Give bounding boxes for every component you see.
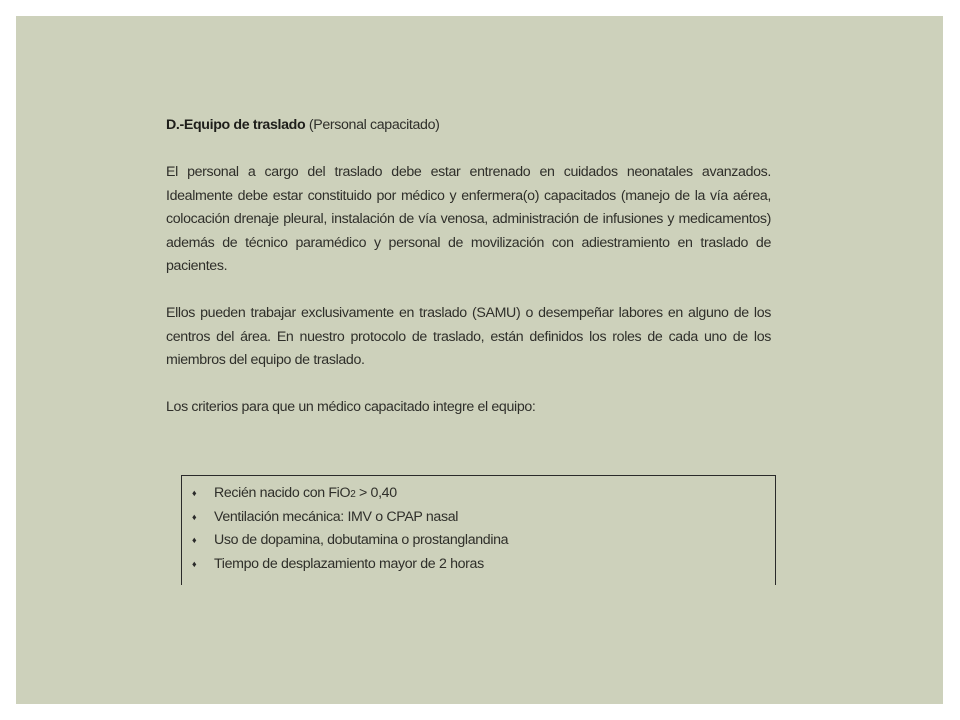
paragraph-personnel: El personal a cargo del traslado debe estar entrenado en cuidados neonatales avanzados. Idealmente debe estar constituido por médico y enfermera(o) capacitados (manejo de la vía aérea, colocación drenaje pleural, instalación de vía venosa, administración de infusiones y medicamentos) además de técnico paramédico y personal de movilización con adiestramiento en traslado de pacientes. [166,164,771,274]
criteria-item-text: Uso de dopamina, dobutamina o prostanglandina [214,532,509,548]
criteria-item-subscript: 2 [350,488,356,500]
criteria-item [192,482,775,506]
criteria-item [192,529,775,553]
diamond-bullet-icon: ♦ [192,511,197,522]
criteria-item-text: Tiempo de desplazamiento mayor de 2 horas [214,555,484,572]
criteria-item [192,506,775,530]
diamond-bullet-icon: ♦ [192,558,197,569]
diamond-bullet-icon: ♦ [192,535,197,545]
criteria-item-text-post: > 0,40 [355,484,397,501]
section-heading [166,114,771,138]
criteria-item-text-pre: Recién nacido con FiO [214,484,351,501]
criteria-item-text [214,482,397,507]
paragraph-work: Ellos pueden trabajar exclusivamente en traslado (SAMU) o desempeñar labores en alguno de los centros del área. En nuestro protocolo de traslado, están definidos los roles de cada uno de los miembros del equipo de traslado. [166,305,771,368]
criteria-item-text: Ventilación mecánica: IMV o CPAP nasal [214,508,459,525]
criteria-box [181,475,776,585]
criteria-intro: Los criterios para que un médico capacitado integre el equipo: [166,399,536,415]
criteria-list [182,476,775,576]
criteria-item [192,553,775,577]
diamond-bullet-icon: ♦ [192,488,197,498]
document-text [166,114,771,420]
section-heading-bold: D.-Equipo de traslado [166,117,306,133]
section-heading-subtitle: (Personal capacitado) [305,117,440,133]
